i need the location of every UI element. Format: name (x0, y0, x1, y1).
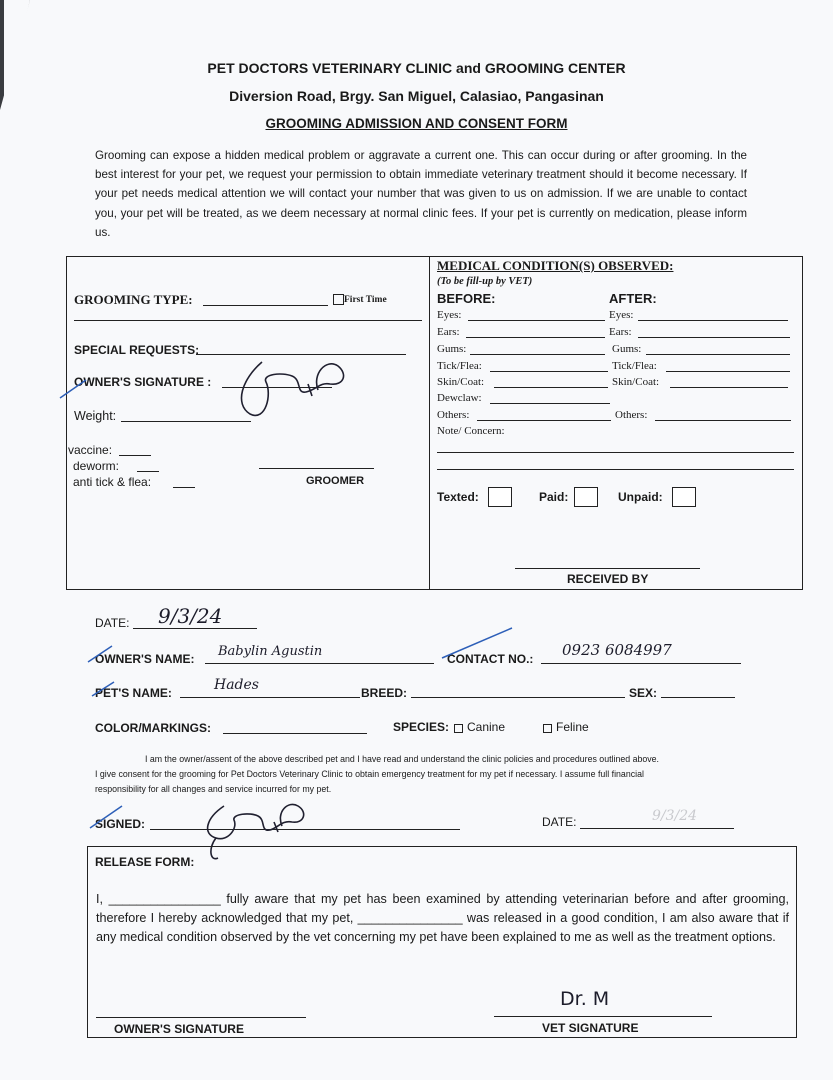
note-line-1[interactable] (437, 452, 794, 453)
color-markings-label: COLOR/MARKINGS: (95, 721, 211, 735)
before-label: BEFORE: (437, 291, 496, 306)
after-ears-label: Ears: (609, 326, 632, 338)
after-label: AFTER: (609, 291, 657, 306)
medical-subheading: (To be fill-up by VET) (437, 276, 533, 287)
consent-line-3: responsibility for all changes and service incurred for my pet. (95, 784, 332, 794)
owners-name-value: Babylin Agustin (218, 644, 323, 659)
feline-checkbox[interactable] (543, 724, 552, 733)
received-by-label: RECEIVED BY (567, 572, 649, 586)
after-skin-label: Skin/Coat: (612, 376, 660, 388)
after-skin-line[interactable] (670, 387, 788, 388)
vaccine-line[interactable] (119, 455, 151, 456)
anti-tick-line[interactable] (173, 487, 195, 488)
release-owner-sign-label: OWNER'S SIGNATURE (114, 1022, 244, 1036)
vaccine-label: vaccine: (68, 443, 113, 457)
before-others-label: Others: (437, 409, 470, 421)
date-label: DATE: (95, 616, 130, 630)
deworm-line[interactable] (137, 471, 159, 472)
grooming-type-line-2[interactable] (74, 320, 422, 321)
first-time-checkbox[interactable] (333, 294, 344, 305)
special-requests-label: SPECIAL REQUESTS: (74, 343, 200, 357)
box-divider (429, 256, 430, 590)
blue-checkmark-1 (58, 376, 88, 402)
intro-paragraph: Grooming can expose a hidden medical problem or aggravate a current one. This can occur during or after grooming. In the best interest for your pet, we request your permission to obtain immediate veterinary treatment should it become necessary. If your pet needs medical attention we will contact your number that was given to us on admission. If we are unable to contact you, your pet will be treated, as we deem necessary at normal clinic fees. If your pet is currently on medication, please inform us. (95, 149, 747, 239)
owners-name-label: OWNER'S NAME: (95, 652, 195, 666)
unpaid-label: Unpaid: (618, 490, 663, 504)
grooming-type-label: GROOMING TYPE: (74, 292, 193, 307)
color-markings-line[interactable] (223, 733, 367, 734)
medical-heading: MEDICAL CONDITION(S) OBSERVED: (437, 258, 674, 273)
release-heading: RELEASE FORM: (95, 855, 195, 869)
release-paragraph: I, ________________ fully aware that my pet has been examined by attending veterinarian before and after grooming, therefore I hereby acknowledged that my pet, _______________ was released in a good condition, I am also aware that if any medical condition observed by the vet concerning my pet have been explained to me as well as the treatment options. (96, 892, 789, 944)
signed-label: SIGNED: (95, 817, 146, 831)
feline-label: Feline (556, 720, 589, 734)
texted-label: Texted: (437, 490, 479, 504)
before-eyes-label: Eyes: (437, 309, 462, 321)
contact-label: CONTACT NO.: (447, 652, 534, 666)
received-by-line[interactable] (515, 568, 700, 569)
groomer-line[interactable] (259, 468, 374, 469)
consent-date-label: DATE: (542, 815, 577, 829)
note-concern-label: Note/ Concern: (437, 425, 505, 437)
release-vet-sign-label: VET SIGNATURE (542, 1021, 639, 1035)
before-dewclaw-line[interactable] (490, 403, 610, 404)
before-tick-label: Tick/Flea: (437, 360, 482, 372)
paid-label: Paid: (539, 490, 569, 504)
clinic-address: Diversion Road, Brgy. San Miguel, Calasiao, Pangasinan (229, 88, 604, 104)
sex-line[interactable] (661, 697, 735, 698)
after-gums-label: Gums: (612, 343, 642, 355)
before-dewclaw-label: Dewclaw: (437, 392, 482, 404)
date-line[interactable] (133, 628, 257, 629)
pets-name-line[interactable] (180, 697, 360, 698)
consent-line-1: I am the owner/assent of the above described pet and I have read and understand the clinic policies and procedures outlined above. (145, 754, 659, 764)
note-line-2[interactable] (437, 469, 794, 470)
owner-signature-scribble (222, 354, 352, 424)
date-value: 9/3/24 (158, 604, 223, 628)
before-eyes-line[interactable] (468, 320, 605, 321)
consent-date-line[interactable] (580, 828, 734, 829)
blue-checkmark-2 (86, 644, 114, 664)
contact-line[interactable] (541, 663, 741, 664)
after-tick-label: Tick/Flea: (612, 360, 657, 372)
consent-date-faint: 9/3/24 (652, 808, 698, 824)
pets-name-label: PET'S NAME: (95, 686, 172, 700)
canine-checkbox[interactable] (454, 724, 463, 733)
canine-label: Canine (467, 720, 506, 734)
after-gums-line[interactable] (646, 354, 790, 355)
before-gums-line[interactable] (470, 354, 605, 355)
after-others-label: Others: (615, 409, 648, 421)
before-ears-line[interactable] (466, 337, 605, 338)
after-ears-line[interactable] (638, 337, 790, 338)
unpaid-checkbox[interactable] (672, 487, 696, 507)
vet-sign-value: Dr. M (560, 988, 610, 1010)
blue-checkmark-5 (88, 804, 124, 830)
breed-line[interactable] (411, 697, 625, 698)
groomer-label: GROOMER (306, 475, 365, 487)
consent-line-2: I give consent for the grooming for Pet Doctors Veterinary Clinic to obtain emergency treatment for my pet if necessary. I assume full financial (95, 769, 644, 779)
before-tick-line[interactable] (490, 371, 608, 372)
release-owner-sign-line[interactable] (96, 1017, 306, 1018)
weight-label: Weight: (74, 409, 117, 423)
anti-tick-label: anti tick & flea: (73, 475, 152, 489)
after-others-line[interactable] (655, 420, 791, 421)
form-title: GROOMING ADMISSION AND CONSENT FORM (265, 116, 568, 131)
before-skin-line[interactable] (494, 387, 608, 388)
before-ears-label: Ears: (437, 326, 460, 338)
before-skin-label: Skin/Coat: (437, 376, 485, 388)
owners-signature-label: OWNER'S SIGNATURE : (74, 375, 212, 389)
blue-checkmark-4 (90, 680, 116, 698)
release-vet-sign-line[interactable] (494, 1016, 712, 1017)
breed-label: BREED: (361, 686, 408, 700)
contact-value: 0923 6084997 (562, 641, 672, 659)
species-label: SPECIES: (393, 720, 450, 734)
texted-checkbox[interactable] (488, 487, 512, 507)
pets-name-value: Hades (214, 677, 259, 693)
before-gums-label: Gums: (437, 343, 467, 355)
deworm-label: deworm: (73, 459, 120, 473)
after-tick-line[interactable] (666, 371, 790, 372)
after-eyes-line[interactable] (638, 320, 788, 321)
blue-checkmark-3 (440, 626, 514, 660)
first-time-label: First Time (344, 295, 387, 305)
grooming-type-line[interactable] (203, 305, 328, 306)
sex-label: SEX: (629, 686, 658, 700)
owners-name-line[interactable] (205, 663, 434, 664)
before-others-line[interactable] (477, 420, 611, 421)
clinic-name: PET DOCTORS VETERINARY CLINIC and GROOMING CENTER (207, 60, 626, 76)
after-eyes-label: Eyes: (609, 309, 634, 321)
paid-checkbox[interactable] (574, 487, 598, 507)
